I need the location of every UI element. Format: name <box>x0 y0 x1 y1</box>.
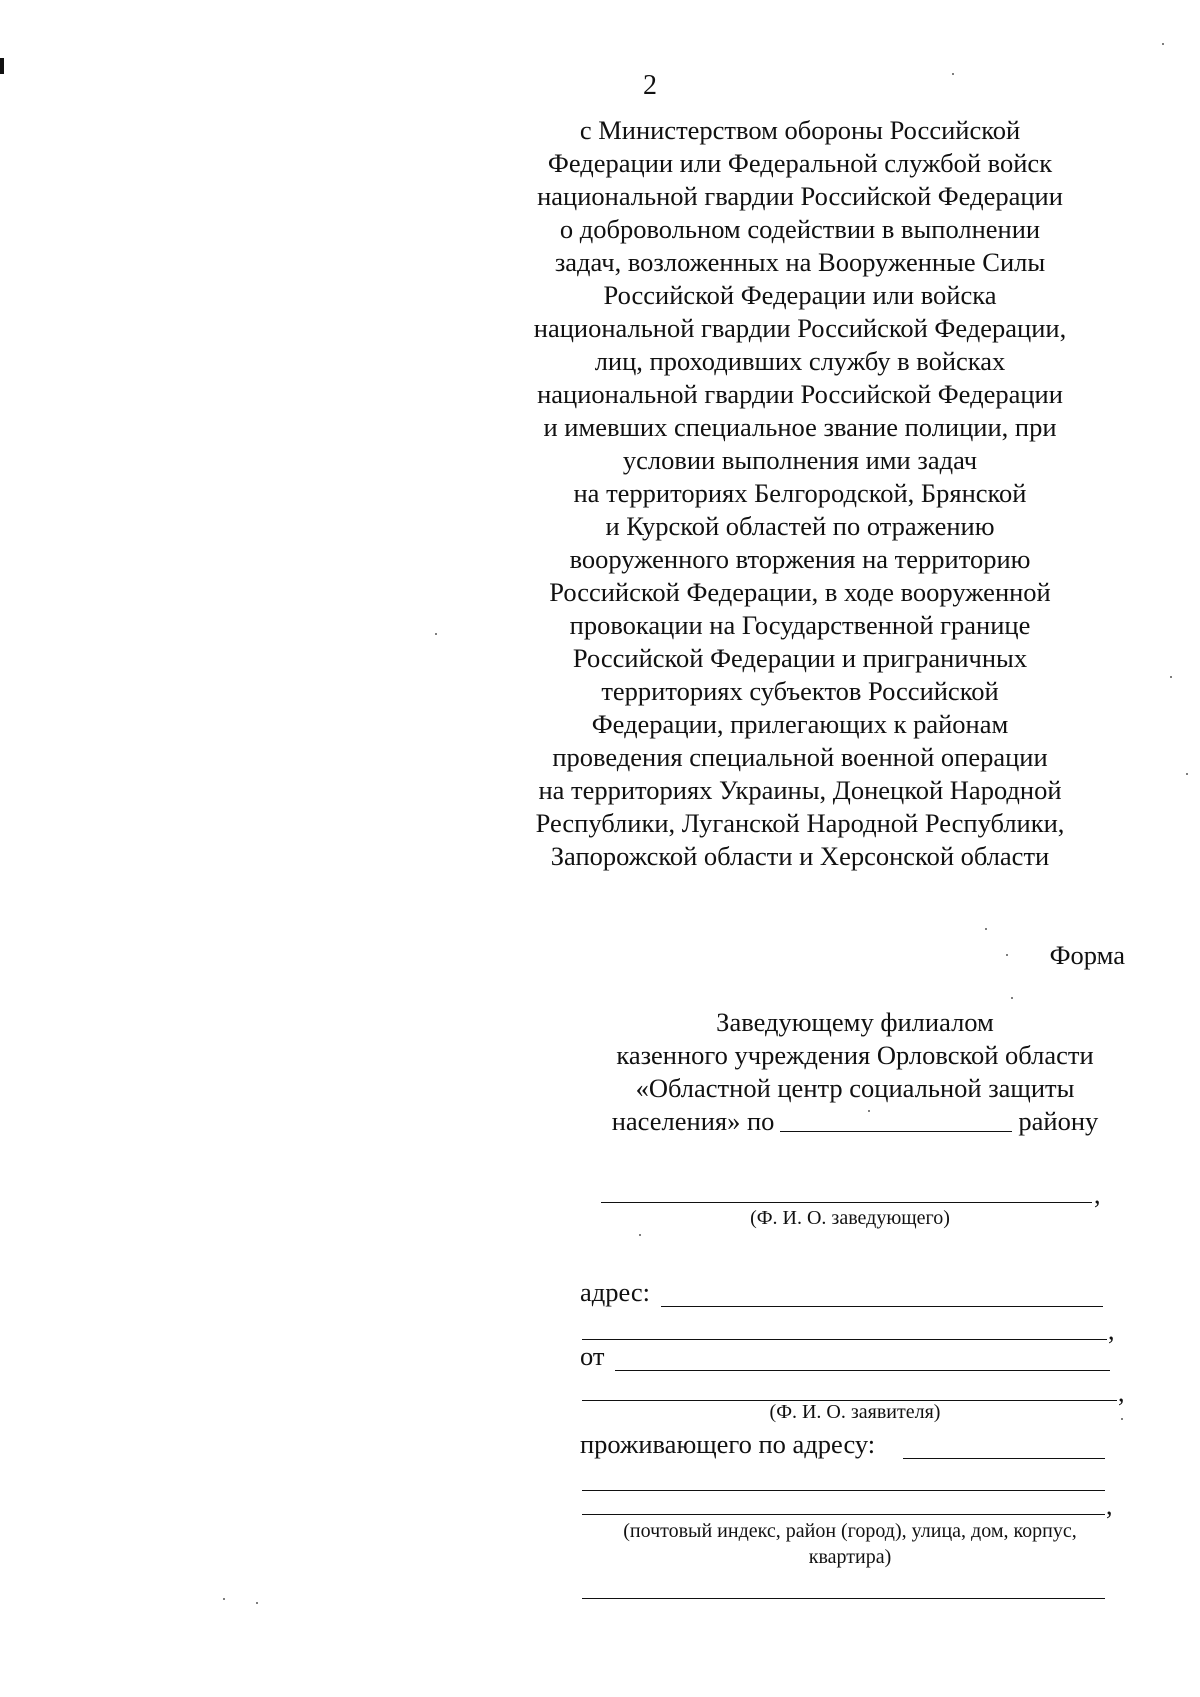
preamble-line: задач, возложенных на Вооруженные Силы <box>554 247 1046 277</box>
addressee-line-district <box>570 1105 1140 1138</box>
addressee-line: Заведующему филиалом <box>716 1007 994 1037</box>
postal-caption-line1: (почтовый индекс, район (город), улица, дом, корпус, <box>623 1520 1077 1542</box>
form-label: Форма <box>1049 940 1125 970</box>
scan-speck <box>1011 997 1013 999</box>
head-name-line[interactable] <box>601 1202 1092 1203</box>
preamble-line: Российской Федерации или войска <box>603 280 997 310</box>
preamble-line: и имевших специальное звание полиции, при <box>543 412 1057 442</box>
address-line-2[interactable] <box>582 1339 1107 1340</box>
applicant-comma: , <box>1118 1378 1125 1407</box>
preamble-line: территориях субъектов Российской <box>601 676 999 706</box>
head-name-comma: , <box>1094 1180 1101 1209</box>
applicant-name-caption: (Ф. И. О. заявителя) <box>769 1401 941 1423</box>
scan-speck <box>868 1110 870 1112</box>
addressee-line: казенного учреждения Орловской области <box>616 1040 1094 1070</box>
scan-speck <box>1162 43 1164 45</box>
preamble-line: вооруженного вторжения на территорию <box>569 544 1031 574</box>
addressee-line: «Областной центр социальной защиты <box>635 1073 1075 1103</box>
residence-line-2[interactable] <box>582 1490 1105 1491</box>
preamble-text <box>500 114 1100 873</box>
preamble-line: Федерации, прилегающих к районам <box>591 709 1009 739</box>
head-name-caption: (Ф. И. О. заведующего) <box>750 1207 950 1229</box>
preamble-line: национальной гвардии Российской Федерации <box>537 181 1063 211</box>
preamble-line: Российской Федерации, в ходе вооруженной <box>549 577 1051 607</box>
residence-line-3[interactable] <box>582 1514 1105 1515</box>
scan-speck <box>952 73 954 75</box>
preamble-line: проведения специальной военной операции <box>552 742 1048 772</box>
addressee-prefix: населения» по <box>611 1106 775 1136</box>
preamble-line: о добровольном содействии в выполнении <box>559 214 1041 244</box>
preamble-line: Запорожской области и Херсонской области <box>550 841 1050 871</box>
scan-speck <box>639 1234 641 1236</box>
residence-line-1[interactable] <box>903 1458 1105 1459</box>
scan-speck <box>223 1598 225 1600</box>
preamble-line: национальной гвардии Российской Федерации <box>537 379 1063 409</box>
scan-speck <box>256 1602 258 1604</box>
applicant-name-line-1[interactable] <box>615 1370 1110 1371</box>
scan-speck <box>1170 676 1172 678</box>
scan-speck <box>435 633 437 635</box>
preamble-line: провокации на Государственной границе <box>569 610 1031 640</box>
district-blank[interactable] <box>780 1107 1012 1132</box>
postal-caption-line2: квартира) <box>808 1546 892 1568</box>
preamble-line: национальной гвардии Российской Федерации, <box>533 313 1067 343</box>
scan-speck <box>1121 1418 1123 1420</box>
addressee-block <box>570 1006 1140 1138</box>
page-number: 2 <box>643 70 657 101</box>
preamble-line: Российской Федерации и приграничных <box>572 643 1028 673</box>
scan-speck <box>1006 954 1008 956</box>
preamble-line: лиц, проходивших службу в войсках <box>594 346 1006 376</box>
preamble-line: на территориях Белгородской, Брянской <box>573 478 1027 508</box>
residence-comma: , <box>1106 1491 1113 1520</box>
residence-label: проживающего по адресу: <box>580 1429 876 1459</box>
preamble-line: на территориях Украины, Донецкой Народной <box>538 775 1062 805</box>
address-comma: , <box>1108 1316 1115 1345</box>
preamble-line: Федерации или Федеральной службой войск <box>547 148 1053 178</box>
preamble-line: с Министерством обороны Российской <box>579 115 1021 145</box>
addressee-suffix: району <box>1018 1106 1099 1136</box>
signature-line[interactable] <box>582 1598 1105 1599</box>
preamble-line: Республики, Луганской Народной Республики, <box>535 808 1065 838</box>
from-label: от <box>580 1341 605 1371</box>
scan-speck <box>1186 773 1188 775</box>
preamble-line: условии выполнения ими задач <box>622 445 978 475</box>
address-label: адрес: <box>580 1277 651 1307</box>
address-line-1[interactable] <box>661 1306 1103 1307</box>
preamble-line: и Курской областей по отражению <box>605 511 995 541</box>
scan-speck <box>985 928 987 930</box>
